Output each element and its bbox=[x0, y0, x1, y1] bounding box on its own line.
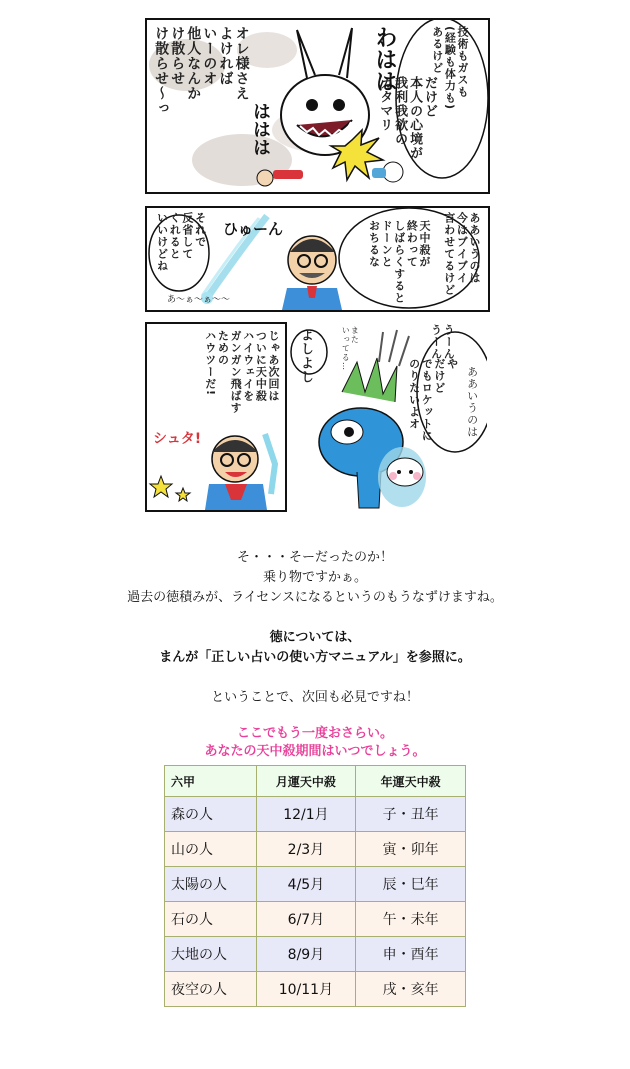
bubble-tech-gas: 技術もガスも (経験も体力も) あるけど bbox=[430, 26, 469, 111]
bubble-uun: うーん うーん bbox=[429, 324, 456, 360]
cell-month: 12/1月 bbox=[256, 797, 356, 832]
table-row bbox=[165, 937, 466, 972]
text-line-6: ということで、次回も必見ですね！ bbox=[211, 690, 419, 705]
header-nenun: 年運天中殺 bbox=[356, 766, 466, 797]
tenchusatsu-table bbox=[164, 765, 466, 1007]
cell-type: 山の人 bbox=[165, 832, 257, 867]
table-row bbox=[165, 832, 466, 867]
text-line-2: 乗り物ですかぁ。 bbox=[262, 570, 367, 585]
text-ore-sama: オレ様さえ よければ いーのオ 他人なんか け散らせ け散らせ〜っ bbox=[153, 26, 250, 116]
cell-month: 4/5月 bbox=[256, 867, 356, 902]
bubble-aaiu: ああいうのは bbox=[465, 366, 479, 438]
panel-3-frame bbox=[145, 322, 287, 512]
text-hansei: それで 反省して くれると いいけどね bbox=[155, 212, 207, 272]
cell-year: 寅・卯年 bbox=[356, 832, 466, 867]
bubble-but-ego: だけど 本人の心境が 我利我欲の カタマリ bbox=[377, 76, 437, 160]
cell-year: 辰・巳年 bbox=[356, 867, 466, 902]
text-line-1: そ・・・そーだったのか！ bbox=[236, 550, 393, 565]
text-line-5: まんが「正しい占いの使い方マニュアル」を参照に。 bbox=[159, 650, 471, 665]
text-jaa-jikai: じゃあ次回は ついに天中殺 ハイウェイを ガンガン飛ばす ための ハウツーだ! bbox=[203, 330, 280, 414]
sfx-shuta: シュタ! bbox=[153, 431, 202, 447]
cell-year: 戌・亥年 bbox=[356, 972, 466, 1007]
cell-type: 森の人 bbox=[165, 797, 257, 832]
text-line-3: 過去の徳積みが、ライセンスになるというのもうなずけますね。 bbox=[127, 590, 503, 605]
cell-month: 6/7月 bbox=[256, 902, 356, 937]
header-getsuun: 月運天中殺 bbox=[256, 766, 356, 797]
table-row bbox=[165, 972, 466, 1007]
text-aaiu-nowa: ああいうのは 今はブイブイ 言わせてるけど bbox=[442, 212, 481, 296]
cell-month: 10/11月 bbox=[256, 972, 356, 1007]
sfx-laugh-1: わはは bbox=[372, 26, 397, 92]
comic-panel-1 bbox=[145, 18, 490, 194]
pink-line-2: あなたの天中殺期間はいつでしょう。 bbox=[204, 744, 426, 759]
text-line-4: 徳については、 bbox=[269, 630, 361, 645]
table-row bbox=[165, 797, 466, 832]
comic-panel-2 bbox=[145, 206, 490, 312]
cell-type: 大地の人 bbox=[165, 937, 257, 972]
cell-month: 2/3月 bbox=[256, 832, 356, 867]
table-header-row bbox=[165, 766, 466, 797]
cell-type: 石の人 bbox=[165, 902, 257, 937]
header-rokko: 六甲 bbox=[165, 766, 257, 797]
text-tenchusatsu-owatte: 天中殺が 終わって しばらくすると ドーンと おちるな bbox=[367, 220, 431, 304]
bubble-rocket: や だけど でもロケットに のりたいよオ bbox=[407, 358, 459, 442]
table-row bbox=[165, 902, 466, 937]
cell-type: 太陽の人 bbox=[165, 867, 257, 902]
cell-type: 夜空の人 bbox=[165, 972, 257, 1007]
cell-year: 午・未年 bbox=[356, 902, 466, 937]
bubble-mata-itteru: また いってる… bbox=[341, 326, 360, 371]
sfx-laugh-2: ははは bbox=[250, 102, 271, 156]
pink-line-1: ここでもう一度おさらい。 bbox=[236, 726, 393, 741]
sfx-hyun: ひゅーん bbox=[223, 220, 284, 238]
cell-year: 子・丑年 bbox=[356, 797, 466, 832]
cell-month: 8/9月 bbox=[256, 937, 356, 972]
bubble-yoshiyoshi: よしよし bbox=[297, 328, 313, 384]
table-row bbox=[165, 867, 466, 902]
sfx-aa: あ〜ぁ〜ぁ〜〜 bbox=[167, 295, 231, 305]
comic-panel-3 bbox=[145, 322, 486, 510]
cell-year: 申・酉年 bbox=[356, 937, 466, 972]
